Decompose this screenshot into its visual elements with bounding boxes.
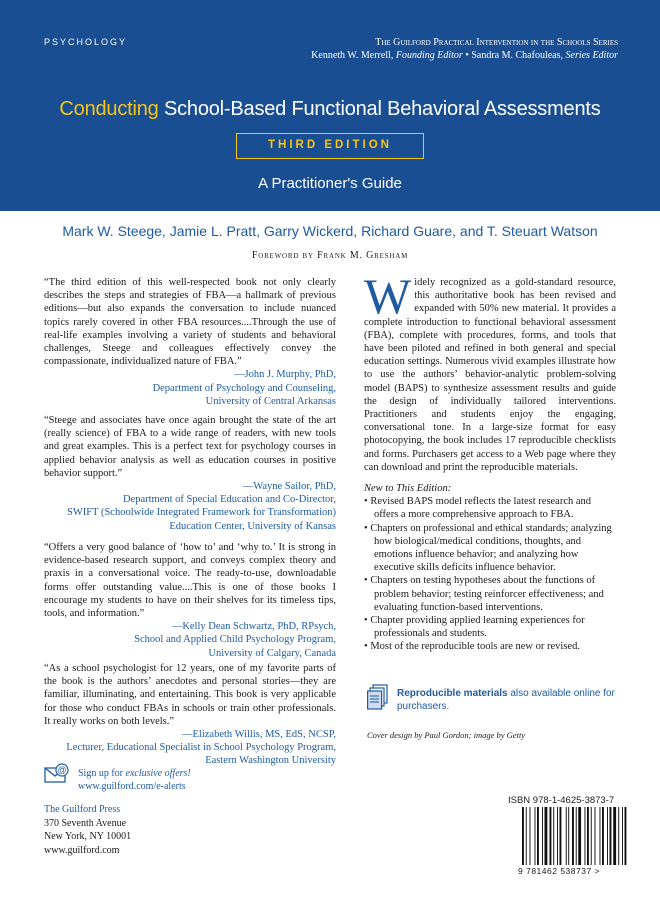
- email-signup: [78, 767, 328, 793]
- series-name: The Guilford Practical Intervention in the Schools Series: [375, 37, 618, 48]
- barcode-bar: [610, 807, 612, 865]
- review-quote: [44, 541, 336, 660]
- barcode-bar: [557, 807, 558, 865]
- barcode-graphic: [520, 807, 630, 865]
- publisher-name: The Guilford Press: [44, 804, 121, 815]
- description-column: [364, 268, 616, 654]
- barcode-bar: [560, 807, 562, 865]
- reproducible-rest: also available online for purchasers.: [397, 688, 615, 712]
- quote-affiliation: Lecturer, Educational Specialist in School Psychology Program,: [66, 742, 336, 754]
- drop-cap: W: [364, 268, 412, 324]
- barcode-bar: [622, 807, 623, 865]
- quote-text: “Steege and associates have once again brought the state of the art (really science) of FBA to a wide range of readers, with new tools and great examples. This is a perfect text for psychology courses in applied behavior analysis as well as education courses in positive behavior support.”: [44, 415, 336, 479]
- authors-line: Mark W. Steege, Jamie L. Pratt, Garry Wickerd, Richard Guare, and T. Steuart Watson: [62, 223, 598, 239]
- quote-affiliation: Department of Special Education and Co-Director,: [122, 494, 336, 506]
- quote-affiliation: School and Applied Child Psychology Program,: [134, 634, 336, 646]
- svg-text:@: @: [57, 765, 67, 775]
- barcode-bar: [542, 807, 543, 865]
- barcode-bar: [530, 807, 531, 865]
- barcode-bar: [607, 807, 608, 865]
- barcode-bar: [600, 807, 601, 865]
- description-text: idely recognized as a gold-standard resource, this authoritative book has been revised and expanded with 50% new material. It provides a complete introduction to functional behavioral assessment (FBA), complete with procedures, forms, and tools that have been piloted and refined in both general and special education settings. Numerous vivid examples illustrate how to use the authors’ behavior-analytic problem-solving model (BAPS) to synthesize assessment results and guide the design of individually tailored interventions. Practitioners and students enjoy the engaging, conversational tone. In a large-size format for easy photocopying, the book includes 17 reproducible checklists and forms. Purchasers get access to a Web page where they can download and print the reproducible materials.: [364, 277, 616, 473]
- quote-reviewer: —Elizabeth Willis, MS, EdS, NCSP,: [182, 729, 336, 741]
- quote-reviewer: —Wayne Sailor, PhD,: [242, 481, 336, 493]
- title-rest: School-Based Functional Behavioral Assessments: [158, 98, 601, 120]
- barcode-bar: [595, 807, 596, 865]
- barcode-bar: [526, 807, 527, 865]
- barcode-bar: [576, 807, 577, 865]
- book-description: [364, 268, 616, 474]
- title-highlight: Conducting: [59, 98, 159, 120]
- quote-affiliation: Eastern Washington University: [205, 755, 336, 767]
- barcode-bar: [587, 807, 589, 865]
- editor-founding-role: Founding Editor: [395, 50, 463, 61]
- barcode-bar: [578, 807, 581, 865]
- reproducible-bold: Reproducible materials: [397, 688, 508, 699]
- quote-affiliation: University of Central Arkansas: [205, 395, 336, 407]
- editor-series-role: Series Editor: [565, 50, 618, 61]
- editor-founding: Kenneth W. Merrell,: [311, 50, 394, 61]
- email-alert-icon: [44, 762, 70, 788]
- alerts-url-link[interactable]: www.guilford.com/e-alerts: [78, 781, 186, 792]
- quote-text: “Offers a very good balance of ‘how to’ and ‘why to.’ It is strong in evidence-based research support, and conveys complex theory and praxis in a conversational voice. The ready-to-use, downloadable forms offer outstanding value....This is one of those books I encourage my students to have on their shelves for its timeless tips, tools, and information.”: [44, 542, 336, 620]
- quote-reviewer: —Kelly Dean Schwartz, PhD, RPsych,: [171, 621, 336, 633]
- quote-affiliation: SWIFT (Schoolwide Integrated Framework for Transformation): [67, 507, 336, 519]
- alerts-emphasis: exclusive offers!: [125, 768, 191, 779]
- barcode-bar: [591, 807, 592, 865]
- publisher-address-line: New York, NY 10001: [44, 831, 132, 842]
- editor-series: Sandra M. Chafouleas,: [471, 50, 563, 61]
- editor-separator: •: [462, 50, 472, 61]
- barcode-bar: [522, 807, 524, 865]
- book-title: [0, 98, 660, 121]
- barcode-bar: [537, 807, 539, 865]
- edition-label: THIRD EDITION: [268, 139, 392, 151]
- review-quote: [44, 276, 336, 408]
- list-item: • Chapter providing applied learning experiences for professionals and students.: [364, 614, 616, 640]
- barcode-bar: [613, 807, 616, 865]
- header-band: [0, 0, 660, 211]
- quote-text: “As a school psychologist for 12 years, one of my favorite parts of the book is the authors’ anecdotes and personal stories—they are familiar, illuminating, and entertaining. This book is very applicable for those who conduct FBAs in schools or train other professionals. It really works on both levels.”: [44, 663, 336, 727]
- barcode-bar: [568, 807, 569, 865]
- foreword-credit: Foreword by Frank M. Gresham: [251, 250, 409, 261]
- quote-affiliation: Education Center, University of Kansas: [169, 520, 336, 532]
- alerts-prefix: Sign up for: [78, 768, 126, 779]
- quote-reviewer: —John J. Murphy, PhD,: [234, 369, 336, 381]
- barcode-bar: [618, 807, 619, 865]
- list-item: • Most of the reproducible tools are new or revised.: [364, 640, 616, 653]
- isbn-label: ISBN 978-1-4625-3873-7: [508, 795, 615, 806]
- barcode-bar: [585, 807, 586, 865]
- category-label: PSYCHOLOGY: [44, 37, 128, 47]
- publisher-address-line: 370 Seventh Avenue: [44, 817, 127, 829]
- barcode-bar: [535, 807, 536, 865]
- list-item: • Chapters on professional and ethical standards; analyzing how biological/medical conditions, thoughts, and emotions influence behavior; and analyzing how executive skills deficits influence behavior.: [364, 522, 616, 575]
- quote-affiliation: Department of Psychology and Counseling,: [152, 382, 336, 394]
- list-item: • Revised BAPS model reflects the latest research and offers a more comprehensive approach to FBA.: [364, 495, 616, 521]
- publisher-info: [44, 803, 131, 857]
- quote-text: “The third edition of this well-respected book not only clearly describes the steps and strategies of FBA—a hallmark of previous editions—but also expands the conversation to include nuanced topics rarely covered in other FBA resources....Through the use of real-life examples involving a variety of students and behavioral challenges, Steege and colleagues effectively convey the compassionate, individualized nature of FBA.”: [44, 277, 336, 368]
- series-info: [311, 36, 618, 62]
- edition-box: [236, 133, 424, 159]
- barcode-bar: [572, 807, 574, 865]
- book-subtitle: A Practitioner's Guide: [258, 175, 402, 192]
- reproducible-text: [397, 687, 617, 713]
- publisher-website-link[interactable]: www.guilford.com: [44, 844, 120, 856]
- reproducible-notice: [367, 684, 617, 724]
- barcode-bar: [602, 807, 604, 865]
- barcode-bar: [550, 807, 552, 865]
- review-quote: [44, 414, 336, 533]
- review-quote: [44, 662, 336, 768]
- documents-icon: [367, 684, 389, 710]
- barcode-bar: [553, 807, 554, 865]
- new-edition-list: [364, 495, 616, 653]
- list-item: • Chapters on testing hypotheses about the functions of problem behavior; testing reinforcer effectiveness; and evaluating function-based interventions.: [364, 574, 616, 614]
- series-editors: [311, 49, 618, 62]
- new-edition-label: New to This Edition:: [364, 483, 452, 495]
- barcode-bar: [625, 807, 627, 865]
- barcode-bar: [545, 807, 548, 865]
- barcode-number: 9 781462 538737 >: [518, 866, 601, 876]
- quote-affiliation: University of Calgary, Canada: [208, 647, 336, 659]
- cover-credit: Cover design by Paul Gordon; image by Getty: [367, 730, 526, 740]
- barcode-bar: [566, 807, 567, 865]
